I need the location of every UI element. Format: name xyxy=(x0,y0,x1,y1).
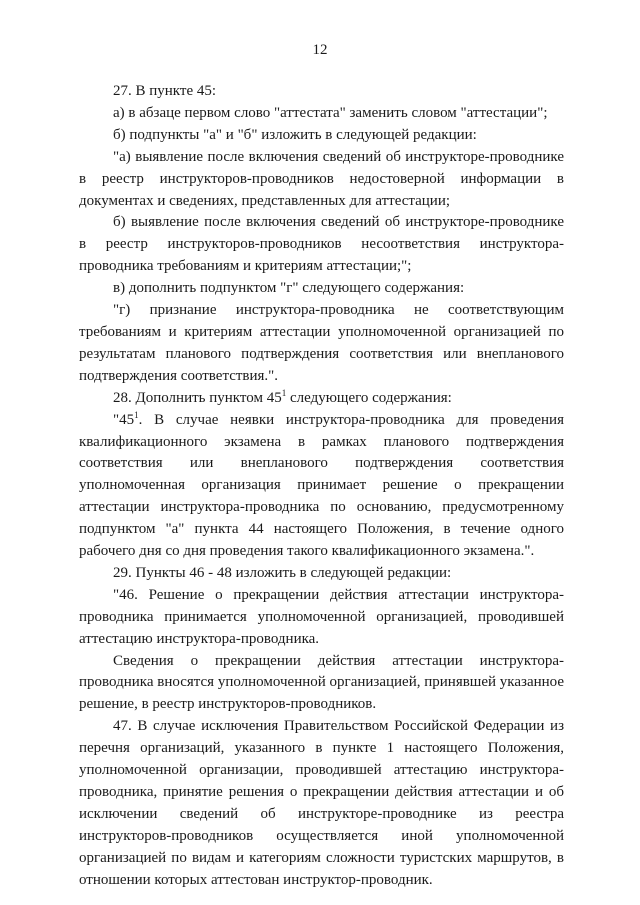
superscript-1: 1 xyxy=(134,409,139,420)
paragraph-quoted-a: "а) выявление после включения сведений об инструкторе-проводнике в реестр инструкторов-проводников недостоверной информации в документах и сведениях, представленных для аттестации; xyxy=(79,148,564,209)
paragraph-quoted-46: "46. Решение о прекращении действия аттестации инструктора-проводника принимается уполномоченной организацией, проводившей аттестацию инструктора-проводника. xyxy=(79,586,564,647)
paragraph-information: Сведения о прекращении действия аттестации инструктора-проводника вносятся уполномоченной организацией, принявшей указанное решение, в реестр инструкторов-проводников. xyxy=(79,652,564,713)
paragraph-45-1-text: . В случае неявки инструктора-проводника для проведения квалификационного экзамена в рамках планового подтверждения соответствия или внепланового подтверждения соответствия уполномоченная организация принимает решение о прекращении аттестации инструктора-проводника по основанию, предусмотренному подпунктом "а" пункта 44 настоящего Положения, в течение одного рабочего дня со дня проведения такого квалификационного экзамена.". xyxy=(79,411,564,560)
paragraph-item-27: 27. В пункте 45: xyxy=(113,83,217,99)
paragraph-item-28-text: 28. Дополнить пунктом 45 xyxy=(113,389,282,406)
paragraph-quoted-47: 47. В случае исключения Правительством Российской Федерации из перечня организаций, указанного в пункте 1 настоящего Положения, уполномоченной организации, проводившей аттестацию инструктора-проводника, принятие решения о прекращении действия аттестации и об исключении сведений об инструкторе-проводнике из реестра инструкторов-проводников осуществляется иной уполномоченной организацией по видам и категориям сложности туристских маршрутов, в отношении которых аттестован инструктор-проводник. xyxy=(79,718,564,888)
paragraph-quoted-b: б) выявление после включения сведений об инструкторе-проводнике в реестр инструкторов-проводников несоответствия инструктора-проводника требованиям и критериям аттестации;"; xyxy=(79,214,564,275)
paragraph-subitem-a: а) в абзаце первом слово "аттестата" заменить словом "аттестации"; xyxy=(113,104,548,121)
paragraph-quoted-45-1 xyxy=(79,410,564,563)
paragraph-45-1-number: "45 xyxy=(113,411,135,428)
superscript-1: 1 xyxy=(281,387,287,398)
page-number: 12 xyxy=(312,42,328,58)
paragraph-quoted-g: "г) признание инструктора-проводника не соответствующим требованиям и критериям аттестации уполномоченной организацией по результатам планового подтверждения соответствия или внепланового подтверждения соответствия.". xyxy=(79,302,564,384)
paragraph-item-29: 29. Пункты 46 - 48 изложить в следующей редакции: xyxy=(113,564,452,581)
paragraph-item-28 xyxy=(79,388,564,410)
paragraph-subitem-b: б) подпункты "а" и "б" изложить в следующей редакции: xyxy=(113,126,477,143)
document-body xyxy=(79,81,564,892)
paragraph-subitem-v: в) дополнить подпунктом "г" следующего содержания: xyxy=(113,280,465,297)
paragraph-item-28-tail: следующего содержания: xyxy=(286,389,452,406)
